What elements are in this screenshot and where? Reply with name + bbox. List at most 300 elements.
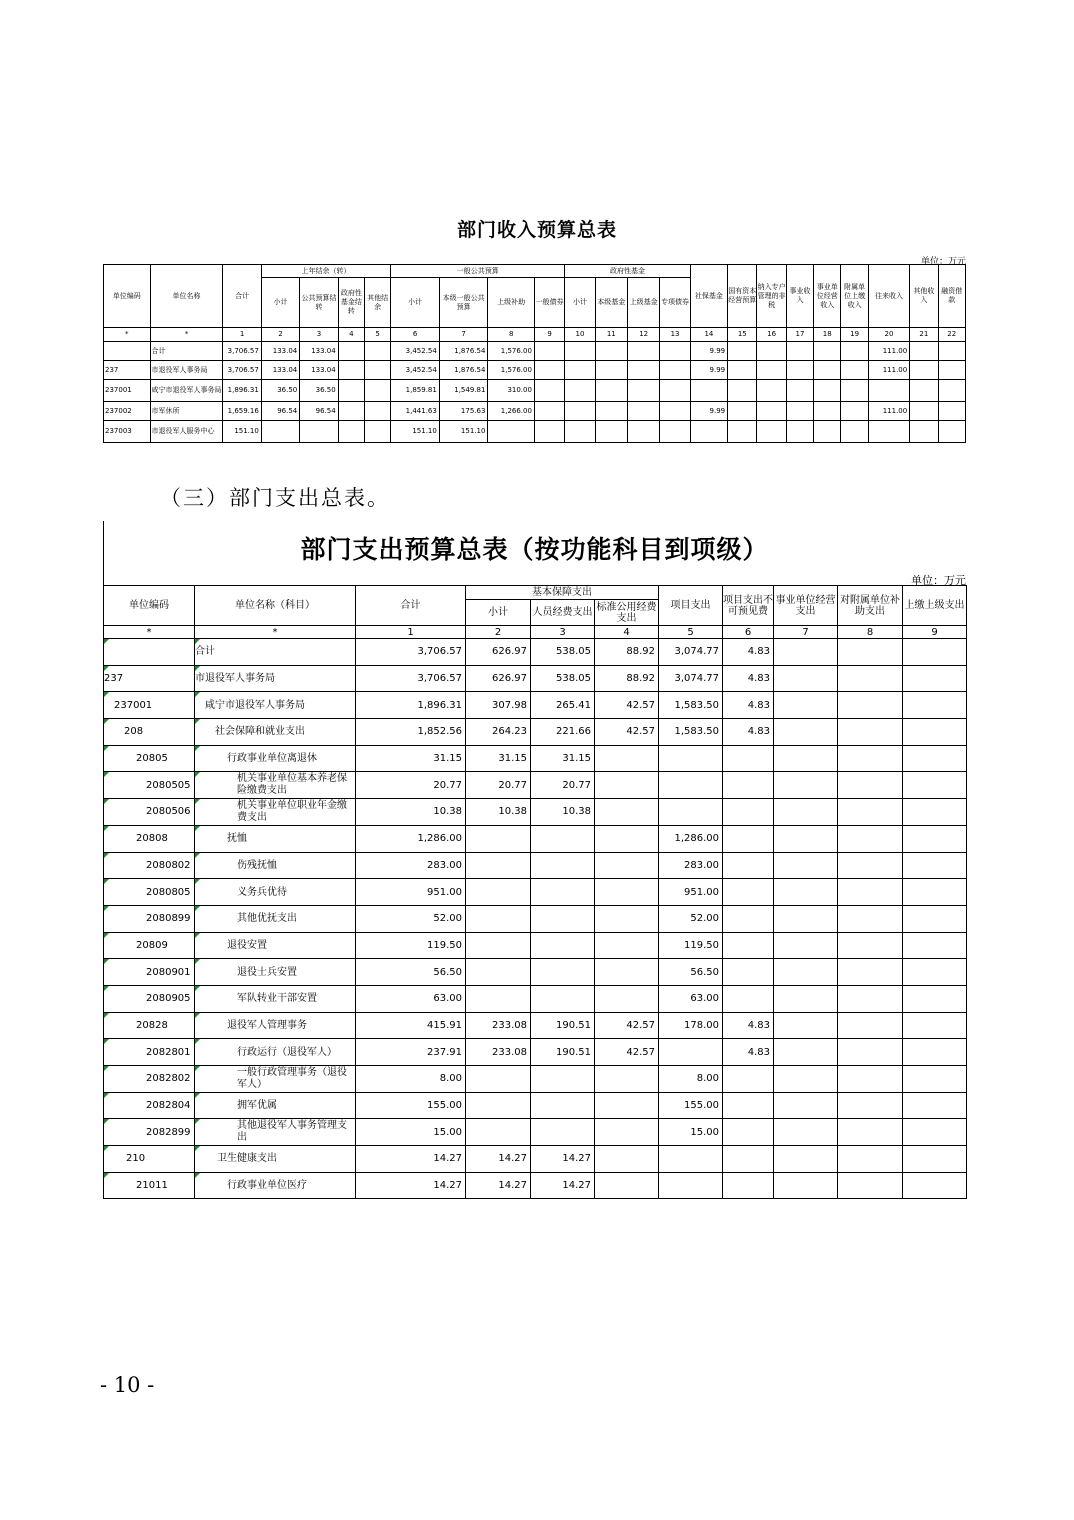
expense-cell-project — [659, 772, 723, 799]
expense-row — [104, 639, 967, 666]
expense-code-text: 2080805 — [146, 886, 191, 898]
expense-code-text: 2080505 — [146, 779, 191, 791]
income-cell-gup: 1,576.00 — [488, 361, 535, 380]
expense-row — [104, 825, 967, 852]
expense-cell-empty — [774, 985, 838, 1012]
cell-marker-icon — [104, 1039, 109, 1044]
income-row — [104, 380, 966, 402]
expense-cell-name — [195, 772, 356, 799]
income-cell-gthis: 1,876.54 — [439, 342, 488, 361]
expense-cell-unforeseen: 4.83 — [723, 665, 774, 692]
income-cell-social — [690, 421, 727, 443]
income-cell-empty — [628, 342, 660, 361]
cell-marker-icon — [195, 826, 200, 831]
expense-name-text: 伤残抚恤 — [237, 859, 277, 871]
expense-name-text: 社会保障和就业支出 — [215, 726, 305, 738]
cell-marker-icon — [104, 1173, 109, 1178]
expense-code-text: 2082802 — [146, 1073, 191, 1085]
idx-cell: 4 — [595, 626, 659, 639]
expense-cell-code — [104, 1119, 195, 1146]
expense-code-text: 2080901 — [146, 966, 191, 978]
income-cell-total: 3,706.57 — [223, 342, 261, 361]
income-cell-empty — [814, 342, 841, 361]
group-header-gov-fund: 政府性基金 — [565, 265, 690, 278]
idx-cell: 11 — [595, 328, 627, 342]
col-header-biz-op: 事业单位经营支出 — [774, 586, 838, 626]
expense-cell-empty — [903, 1012, 967, 1039]
expense-cell-personnel — [531, 1066, 595, 1093]
col-header-unforeseen: 项目支出不可预见费 — [723, 586, 774, 626]
col-header-code: 单位编码 — [104, 265, 151, 328]
expense-name-text: 抚恤 — [227, 833, 247, 845]
expense-row — [104, 1092, 967, 1119]
expense-cell-sub — [466, 959, 531, 986]
expense-cell-code — [104, 719, 195, 746]
income-cell-empty — [565, 361, 595, 380]
expense-cell-name — [195, 799, 356, 826]
expense-row — [104, 985, 967, 1012]
expense-cell-personnel — [531, 985, 595, 1012]
expense-cell-empty — [838, 879, 903, 906]
income-row — [104, 402, 966, 421]
expense-cell-personnel: 190.51 — [531, 1012, 595, 1039]
expense-cell-total: 52.00 — [356, 905, 466, 932]
expense-cell-personnel: 221.66 — [531, 719, 595, 746]
expense-cell-project: 1,583.50 — [659, 719, 723, 746]
cell-marker-icon — [104, 826, 109, 831]
income-cell-sub — [261, 421, 299, 443]
income-cell-empty — [757, 402, 786, 421]
expense-cell-unforeseen: 4.83 — [723, 639, 774, 666]
expense-cell-empty — [774, 1092, 838, 1119]
expense-cell-personnel — [531, 932, 595, 959]
expense-cell-empty — [838, 932, 903, 959]
expense-cell-empty — [774, 772, 838, 799]
idx-cell: 3 — [531, 626, 595, 639]
col-header-affiliated: 对附属单位补助支出 — [838, 586, 903, 626]
col-header-gov-fund-carry: 政府性基金结转 — [338, 278, 364, 328]
expense-cell-code — [104, 1012, 195, 1039]
expense-name-text: 行政事业单位离退休 — [227, 753, 317, 765]
col-header-code: 单位编码 — [104, 586, 195, 626]
expense-row — [104, 932, 967, 959]
income-cell-pub: 96.54 — [300, 402, 338, 421]
income-cell-social: 9.99 — [690, 361, 727, 380]
expense-cell-empty — [903, 772, 967, 799]
cell-marker-icon — [104, 666, 109, 671]
expense-cell-sub: 14.27 — [466, 1172, 531, 1199]
idx-cell: 15 — [728, 328, 757, 342]
expense-name-text: 行政事业单位医疗 — [227, 1180, 307, 1192]
expense-cell-project: 283.00 — [659, 852, 723, 879]
income-cell-empty — [757, 380, 786, 402]
idx-cell: 20 — [868, 328, 909, 342]
expense-cell-empty — [838, 985, 903, 1012]
expense-name-text: 行政运行（退役军人） — [237, 1046, 337, 1058]
expense-row — [104, 959, 967, 986]
expense-cell-empty — [903, 665, 967, 692]
expense-cell-name — [195, 665, 356, 692]
income-cell-empty — [628, 361, 660, 380]
expense-cell-public: 42.57 — [595, 1039, 659, 1066]
expense-cell-unforeseen — [723, 905, 774, 932]
expense-cell-public — [595, 852, 659, 879]
expense-name-text: 市退役军人事务局 — [195, 673, 275, 685]
expense-cell-sub: 14.27 — [466, 1146, 531, 1173]
expense-cell-personnel: 31.15 — [531, 745, 595, 772]
expense-cell-public — [595, 932, 659, 959]
expense-cell-personnel — [531, 825, 595, 852]
idx-cell: 5 — [659, 626, 723, 639]
expense-cell-unforeseen — [723, 879, 774, 906]
cell-marker-icon — [104, 1119, 109, 1124]
expense-cell-sub — [466, 825, 531, 852]
col-header-prev-sub: 小计 — [261, 278, 299, 328]
expense-cell-personnel: 14.27 — [531, 1172, 595, 1199]
cell-marker-icon — [195, 639, 200, 644]
expense-cell-public: 42.57 — [595, 1012, 659, 1039]
expense-cell-sub: 626.97 — [466, 665, 531, 692]
expense-cell-personnel: 265.41 — [531, 692, 595, 719]
expense-cell-unforeseen — [723, 985, 774, 1012]
income-cell-empty — [660, 380, 690, 402]
expense-row — [104, 1146, 967, 1173]
col-header-upper: 上缴上级支出 — [903, 586, 967, 626]
income-cell-empty — [786, 421, 813, 443]
income-cell-empty — [910, 380, 938, 402]
income-cell-empty — [841, 380, 868, 402]
expense-cell-unforeseen — [723, 932, 774, 959]
expense-cell-code — [104, 1146, 195, 1173]
expense-cell-total: 1,896.31 — [356, 692, 466, 719]
income-cell-empty — [786, 402, 813, 421]
expense-cell-total: 951.00 — [356, 879, 466, 906]
income-cell-empty — [910, 342, 938, 361]
expense-row — [104, 905, 967, 932]
income-cell-empty — [338, 402, 364, 421]
income-cell-sub: 133.04 — [261, 342, 299, 361]
expense-row — [104, 1066, 967, 1093]
cell-marker-icon — [104, 1013, 109, 1018]
income-cell-empty — [565, 342, 595, 361]
expense-cell-empty — [903, 932, 967, 959]
income-cell-empty — [660, 402, 690, 421]
income-cell-empty — [728, 342, 757, 361]
expense-cell-code — [104, 959, 195, 986]
expense-cell-empty — [903, 959, 967, 986]
expense-cell-public: 88.92 — [595, 665, 659, 692]
income-cell-gup: 1,266.00 — [488, 402, 535, 421]
expense-cell-sub: 626.97 — [466, 639, 531, 666]
income-cell-code: 237002 — [104, 402, 151, 421]
cell-marker-icon — [195, 1039, 200, 1044]
expense-cell-name — [195, 745, 356, 772]
expense-cell-code — [104, 745, 195, 772]
income-cell-empty — [534, 380, 564, 402]
income-cell-empty — [841, 421, 868, 443]
expense-cell-empty — [903, 1066, 967, 1093]
expense-row — [104, 879, 967, 906]
expense-cell-code — [104, 692, 195, 719]
cell-marker-icon — [195, 853, 200, 858]
expense-code-text: 2080899 — [146, 913, 191, 925]
income-cell-social: 9.99 — [690, 402, 727, 421]
income-cell-empty — [938, 421, 965, 443]
expense-cell-total: 1,286.00 — [356, 825, 466, 852]
income-cell-name: 合计 — [150, 342, 223, 361]
expense-name-text: 拥军优属 — [237, 1100, 277, 1112]
income-cell-empty — [757, 361, 786, 380]
cell-marker-icon — [104, 692, 109, 697]
expense-cell-empty — [774, 719, 838, 746]
income-cell-empty — [728, 380, 757, 402]
col-header-name: 单位名称 — [150, 265, 223, 328]
income-cell-gup: 310.00 — [488, 380, 535, 402]
expense-cell-sub: 233.08 — [466, 1039, 531, 1066]
income-cell-empty — [938, 380, 965, 402]
expense-cell-empty — [838, 852, 903, 879]
income-cell-empty — [938, 361, 965, 380]
expense-code-text: 237 — [104, 673, 124, 685]
income-index-row — [104, 328, 966, 342]
expense-cell-empty — [903, 719, 967, 746]
expense-cell-project — [659, 1146, 723, 1173]
income-cell-empty — [364, 402, 390, 421]
expense-cell-project: 8.00 — [659, 1066, 723, 1093]
expense-cell-empty — [774, 879, 838, 906]
idx-cell: 6 — [723, 626, 774, 639]
expense-cell-empty — [838, 1012, 903, 1039]
idx-cell: * — [104, 328, 151, 342]
idx-cell: 18 — [814, 328, 841, 342]
income-table-title: 部门收入预算总表 — [456, 219, 617, 241]
expense-cell-empty — [838, 905, 903, 932]
expense-cell-total: 3,706.57 — [356, 665, 466, 692]
income-cell-empty — [338, 421, 364, 443]
expense-cell-project: 52.00 — [659, 905, 723, 932]
expense-index-row — [104, 626, 967, 639]
col-header-name: 单位名称（科目） — [195, 586, 356, 626]
expense-cell-project: 951.00 — [659, 879, 723, 906]
cell-marker-icon — [195, 906, 200, 911]
expense-code-text: 208 — [124, 726, 144, 738]
income-cell-transfer: 111.00 — [868, 342, 909, 361]
expense-cell-empty — [774, 905, 838, 932]
expense-cell-empty — [774, 825, 838, 852]
income-cell-empty — [757, 342, 786, 361]
idx-cell: 4 — [338, 328, 364, 342]
expense-cell-total: 1,852.56 — [356, 719, 466, 746]
expense-cell-project: 119.50 — [659, 932, 723, 959]
expense-cell-name — [195, 692, 356, 719]
income-cell-gthis: 151.10 — [439, 421, 488, 443]
expense-name-text: 咸宁市退役军人事务局 — [205, 699, 305, 711]
expense-cell-unforeseen — [723, 1146, 774, 1173]
idx-cell: * — [104, 626, 195, 639]
expense-cell-unforeseen — [723, 825, 774, 852]
expense-cell-code — [104, 772, 195, 799]
cell-marker-icon — [195, 879, 200, 884]
expense-cell-project: 1,583.50 — [659, 692, 723, 719]
expense-cell-name — [195, 825, 356, 852]
idx-cell: 14 — [690, 328, 727, 342]
expense-cell-project — [659, 745, 723, 772]
col-header-business: 事业收入 — [786, 265, 813, 328]
expense-cell-empty — [903, 799, 967, 826]
idx-cell: 21 — [910, 328, 938, 342]
cell-marker-icon — [104, 746, 109, 751]
income-cell-empty — [910, 402, 938, 421]
income-cell-empty — [565, 380, 595, 402]
cell-marker-icon — [195, 772, 200, 777]
income-cell-transfer: 111.00 — [868, 361, 909, 380]
income-cell-gsub: 151.10 — [391, 421, 440, 443]
expense-row — [104, 1039, 967, 1066]
expense-cell-project: 155.00 — [659, 1092, 723, 1119]
expense-row — [104, 665, 967, 692]
income-cell-sub: 133.04 — [261, 361, 299, 380]
income-cell-empty — [595, 421, 627, 443]
idx-cell: 7 — [774, 626, 838, 639]
expense-cell-total: 63.00 — [356, 985, 466, 1012]
income-cell-empty — [338, 380, 364, 402]
expense-cell-empty — [838, 745, 903, 772]
expense-cell-empty — [838, 799, 903, 826]
cell-marker-icon — [104, 1066, 109, 1071]
expense-cell-total: 415.91 — [356, 1012, 466, 1039]
expense-row — [104, 852, 967, 879]
income-cell-empty — [910, 421, 938, 443]
idx-cell: 8 — [838, 626, 903, 639]
idx-cell: 5 — [364, 328, 390, 342]
cell-marker-icon — [195, 1066, 200, 1071]
expense-cell-empty — [903, 905, 967, 932]
group-header-basic: 基本保障支出 — [466, 586, 659, 600]
idx-cell: 3 — [300, 328, 338, 342]
cell-marker-icon — [104, 986, 109, 991]
expense-cell-public — [595, 1119, 659, 1146]
cell-marker-icon — [195, 799, 200, 804]
expense-cell-unforeseen — [723, 772, 774, 799]
expense-code-text: 237001 — [114, 699, 153, 711]
col-header-fund-sub: 小计 — [565, 278, 595, 328]
income-cell-empty — [910, 361, 938, 380]
expense-cell-sub — [466, 852, 531, 879]
income-cell-empty — [364, 421, 390, 443]
income-cell-empty — [841, 361, 868, 380]
expense-name-text: 义务兵优待 — [237, 886, 287, 898]
expense-cell-unforeseen — [723, 1092, 774, 1119]
expense-cell-empty — [838, 692, 903, 719]
idx-cell: 2 — [466, 626, 531, 639]
income-cell-empty — [728, 421, 757, 443]
expense-cell-personnel: 190.51 — [531, 1039, 595, 1066]
expense-cell-empty — [838, 772, 903, 799]
expense-cell-sub — [466, 1119, 531, 1146]
cell-marker-icon — [104, 639, 109, 644]
income-cell-code: 237003 — [104, 421, 151, 443]
expense-cell-unforeseen: 4.83 — [723, 719, 774, 746]
expense-cell-public: 42.57 — [595, 692, 659, 719]
col-header-other-carry: 其他结余 — [364, 278, 390, 328]
income-cell-sub: 96.54 — [261, 402, 299, 421]
expense-cell-empty — [774, 1039, 838, 1066]
cell-marker-icon — [104, 959, 109, 964]
cell-marker-icon — [195, 933, 200, 938]
income-cell-empty — [364, 342, 390, 361]
income-cell-transfer: 111.00 — [868, 402, 909, 421]
expense-cell-total: 237.91 — [356, 1039, 466, 1066]
expense-cell-name — [195, 719, 356, 746]
expense-cell-unforeseen: 4.83 — [723, 692, 774, 719]
expense-cell-empty — [774, 1066, 838, 1093]
idx-cell: 2 — [261, 328, 299, 342]
cell-marker-icon — [104, 719, 109, 724]
income-cell-empty — [534, 402, 564, 421]
expense-code-text: 21011 — [136, 1180, 168, 1192]
expense-cell-total: 15.00 — [356, 1119, 466, 1146]
expense-cell-sub — [466, 905, 531, 932]
expense-cell-project: 56.50 — [659, 959, 723, 986]
col-header-transfer: 往来收入 — [868, 265, 909, 328]
income-cell-pub — [300, 421, 338, 443]
income-cell-gup: 1,576.00 — [488, 342, 535, 361]
idx-cell: 19 — [841, 328, 868, 342]
expense-cell-name — [195, 852, 356, 879]
expense-cell-total: 14.27 — [356, 1146, 466, 1173]
cell-marker-icon — [104, 772, 109, 777]
expense-cell-empty — [838, 665, 903, 692]
income-unit-label: 单位：万元 — [920, 257, 966, 267]
col-header-project: 项目支出 — [659, 586, 723, 626]
expense-cell-sub — [466, 1092, 531, 1119]
income-cell-pub: 133.04 — [300, 361, 338, 380]
expense-code-text: 2082801 — [146, 1046, 191, 1058]
income-cell-total: 3,706.57 — [223, 361, 261, 380]
income-cell-sub: 36.50 — [261, 380, 299, 402]
expense-cell-unforeseen: 4.83 — [723, 1039, 774, 1066]
expense-cell-unforeseen — [723, 959, 774, 986]
expense-name-text: 机关事业单位职业年金缴费支出 — [237, 799, 347, 823]
expense-cell-total: 119.50 — [356, 932, 466, 959]
expense-cell-public: 42.57 — [595, 719, 659, 746]
cell-marker-icon — [195, 1173, 200, 1178]
expense-code-text: 20808 — [136, 833, 168, 845]
expense-code-text: 2080802 — [146, 859, 191, 871]
expense-cell-code — [104, 852, 195, 879]
expense-cell-empty — [774, 799, 838, 826]
expense-cell-empty — [774, 1146, 838, 1173]
expense-row — [104, 1012, 967, 1039]
expense-cell-empty — [903, 1146, 967, 1173]
expense-cell-name — [195, 1172, 356, 1199]
expense-name-text: 军队转业干部安置 — [237, 993, 317, 1005]
expense-cell-empty — [903, 692, 967, 719]
expense-cell-empty — [774, 665, 838, 692]
expense-name-text: 机关事业单位基本养老保险缴费支出 — [237, 773, 347, 797]
expense-cell-code — [104, 825, 195, 852]
income-cell-empty — [364, 361, 390, 380]
cell-marker-icon — [195, 959, 200, 964]
expense-cell-personnel — [531, 852, 595, 879]
col-header-fund-upper: 上级基金 — [628, 278, 660, 328]
expense-code-text: 210 — [126, 1153, 146, 1165]
income-cell-empty — [728, 402, 757, 421]
expense-cell-public — [595, 799, 659, 826]
idx-cell: 22 — [938, 328, 965, 342]
expense-cell-empty — [903, 639, 967, 666]
expense-cell-name — [195, 639, 356, 666]
